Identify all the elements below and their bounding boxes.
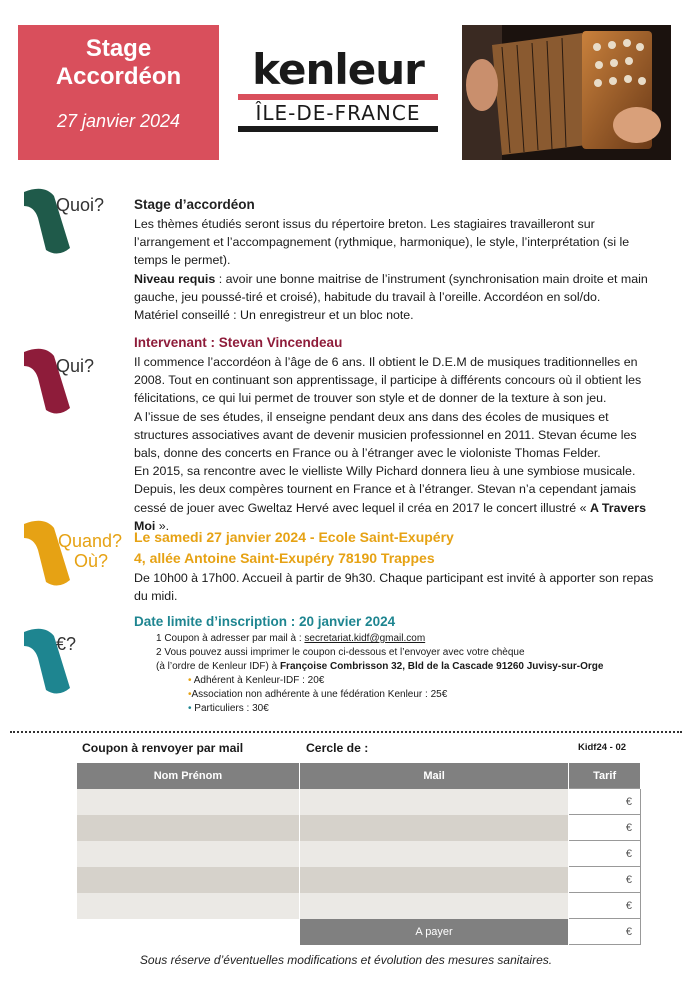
table-row [77, 893, 641, 919]
quoi-section [134, 195, 664, 324]
ou-label: Où? [73, 551, 108, 571]
level-text: : avoir une bonne maitrise de l’instrument (synchronisation main droite et main gauche, jeu poussé-tiré et croisé), habitude du travail à l’oreille. Accordéon en sol/do. [134, 271, 648, 304]
logo-bar-bottom [238, 126, 438, 132]
cercle-label: Cercle de : [306, 741, 369, 755]
title-line2: Accordéon [55, 63, 182, 90]
quoi-text: Les thèmes étudiés seront issus du répertoire breton. Les stagiaires travailleront sur l’arrangement et l’accompagnement (rythmique, harmonique), le style, l’interprétation (si le temps le permet). [134, 217, 630, 268]
qui-p1: Il commence l’accordéon à l’âge de 6 ans. Il obtient le D.E.M de musiques traditionnelles en 2008. Tout en continuant son apprentissage, il participe à différents concours où il obtient les félicitations, ce qui lui permet de trouver son style et de donner de la texture à son jeu. [134, 355, 642, 406]
deadline-heading: Date limite d’inscription : 20 janvier 2024 [134, 614, 396, 629]
table-row [77, 841, 641, 867]
email-link[interactable]: secretariat.kidf@gmail.com [304, 633, 426, 644]
quoi-materiel: Matériel conseillé : Un enregistreur et un bloc note. [134, 308, 414, 323]
quand-section [134, 527, 664, 605]
concert-title: A Travers Moi [134, 500, 646, 533]
tarif-association: Association non adhérente à une fédération Kenleur : 25€ [191, 689, 448, 700]
total-row [77, 919, 641, 945]
title-box [18, 25, 219, 160]
table-row [77, 815, 641, 841]
qui-p2: A l’issue de ses études, il enseigne pendant deux ans dans des écoles de musiques et structures associatives avant de devenir musicien professionnel en 2011. Stevan écume les bals, donne des concerts en France ou à l’étranger avec le violoniste Thomas Felder. [134, 409, 637, 461]
table-header [77, 763, 641, 789]
logo-region: ÎLE-DE-FRANCE [255, 101, 421, 125]
col-tarif: Tarif [569, 763, 641, 789]
tarif-item: • Adhérent à Kenleur-IDF : 20€ [188, 675, 325, 686]
table-row [77, 867, 641, 893]
tarif-particulier: Particuliers : 30€ [194, 703, 269, 714]
col-mail: Mail [299, 763, 568, 789]
mail-cell[interactable] [299, 789, 568, 815]
tarif-cell[interactable]: € [569, 893, 641, 919]
quand-label-line1: Quand? [57, 531, 122, 551]
tarif-item: • Particuliers : 30€ [188, 703, 269, 714]
table-row [77, 789, 641, 815]
qui-label: Qui? [56, 356, 95, 376]
tarif-cell[interactable]: € [569, 867, 641, 893]
inscription-line1-text: 1 Coupon à adresser par mail à : [156, 633, 305, 644]
qui-heading: Intervenant : Stevan Vincendeau [134, 335, 343, 350]
quand-label [52, 531, 122, 571]
col-nom-prenom: Nom Prénom [77, 763, 299, 789]
event-date-place: Le samedi 27 janvier 2024 - Ecole Saint-Exupéry [134, 529, 454, 545]
quoi-heading: Stage d’accordéon [134, 197, 255, 212]
level-label: Niveau requis [134, 271, 216, 286]
logo-bar-top [238, 94, 438, 100]
coupon-code: Kidf24 - 02 [578, 742, 627, 753]
tarif-cell[interactable]: € [569, 789, 641, 815]
tarif-adherent: Adhérent à Kenleur-IDF : 20€ [193, 675, 325, 686]
inscription-line1 [134, 632, 664, 646]
inscription-line2: 2 Vous pouvez aussi imprimer le coupon ci-dessous et l’envoyer avec votre chèque [156, 647, 525, 658]
mail-cell[interactable] [299, 841, 568, 867]
name-cell[interactable] [77, 893, 299, 919]
qui-section [134, 333, 664, 535]
quoi-label: Quoi? [56, 195, 105, 215]
quoi-level [134, 270, 664, 306]
kenleur-logo [238, 45, 438, 138]
mail-cell[interactable] [299, 867, 568, 893]
coupon-title: Coupon à renvoyer par mail [82, 741, 244, 755]
event-schedule: De 10h00 à 17h00. Accueil à partir de 9h30. Chaque participant est invité à apporter son repas du midi. [134, 571, 654, 604]
qui-p3-text: En 2015, sa rencontre avec le vielliste Willy Pichard donnera lieu à une symbiose musicale. Depuis, les deux compères tournent en France et à l’étranger. Stevan n’a cependant jamais cessé de jouer avec Gweltaz Hervé avec lequel il créa en 2017 le concert illustré « [134, 464, 637, 515]
logo-name: kenleur [252, 45, 424, 94]
event-date: 27 janvier 2024 [56, 111, 181, 131]
qui-p3 [134, 462, 664, 535]
name-cell[interactable] [77, 841, 299, 867]
title-line1: Stage [85, 35, 152, 62]
name-cell[interactable] [77, 815, 299, 841]
inscription-line3 [134, 660, 664, 674]
footer-note: Sous réserve d’éventuelles modifications et évolution des mesures sanitaires. [139, 953, 553, 967]
tarif-item: •Association non adhérente à une fédération Kenleur : 25€ [188, 689, 448, 700]
a-payer-label: A payer [299, 919, 568, 945]
accordion-photo [462, 25, 671, 160]
tarif-cell[interactable]: € [569, 815, 641, 841]
inscription-line3-text: (à l’ordre de Kenleur IDF) à [156, 661, 280, 672]
name-cell[interactable] [77, 789, 299, 815]
cut-line [10, 731, 682, 733]
total-cell[interactable]: € [569, 919, 641, 945]
tarif-cell[interactable]: € [569, 841, 641, 867]
price-label: €? [56, 634, 77, 654]
qui-p3-end: ». [155, 518, 170, 533]
mail-cell[interactable] [299, 815, 568, 841]
name-cell[interactable] [77, 867, 299, 893]
postal-address: Françoise Combrisson 32, Bld de la Cascade 91260 Juvisy-sur-Orge [279, 661, 604, 672]
prix-section [134, 612, 664, 716]
mail-cell[interactable] [299, 893, 568, 919]
event-address: 4, allée Antoine Saint-Exupéry 78190 Trappes [134, 550, 435, 566]
coupon-table [77, 763, 641, 945]
